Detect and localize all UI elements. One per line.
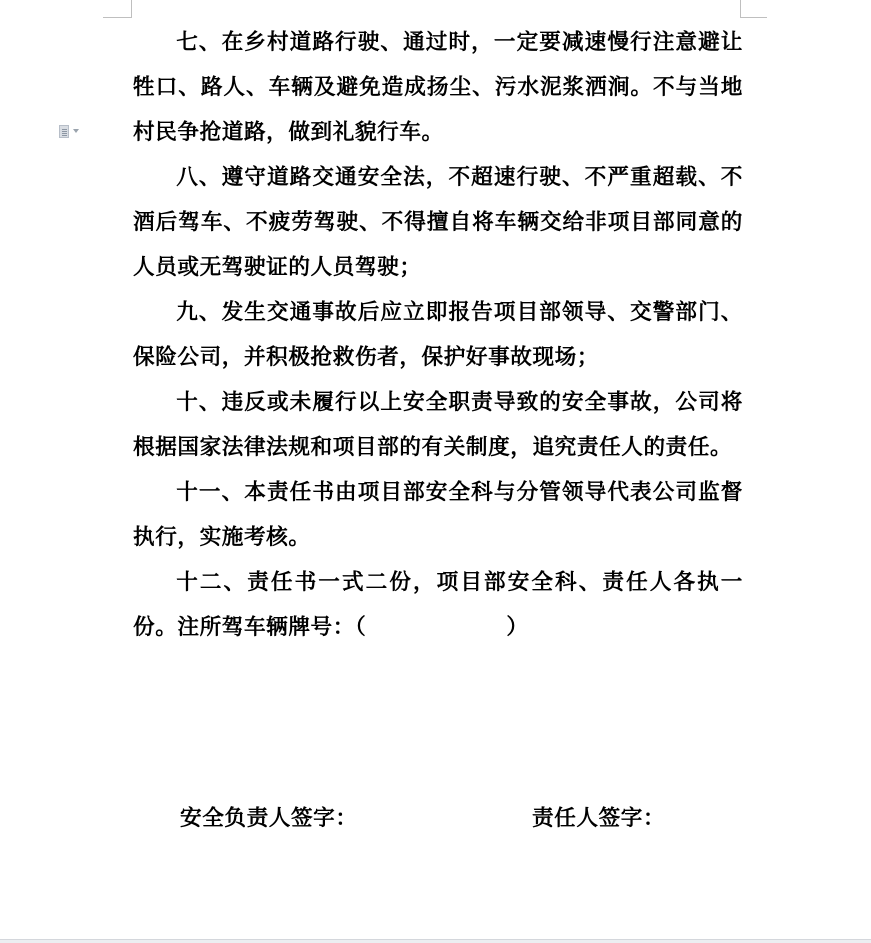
paragraph-11: 十一、本责任书由项目部安全科与分管领导代表公司监督执行，实施考核。 <box>133 480 743 550</box>
paragraph-10: 十、违反或未履行以上安全职责导致的安全事故，公司将根据国家法律法规和项目部的有关制度，追究责任人的责任。 <box>133 390 743 460</box>
document-body[interactable] <box>133 20 743 650</box>
paragraph-12-text: 十二、责任书一式二份，项目部安全科、责任人各执一份。注所驾车辆牌号：（ <box>133 570 743 640</box>
paragraph-12-close: ） <box>506 615 529 640</box>
crop-mark-top-right <box>740 0 767 18</box>
responsible-person-signature-label: 责任人签字： <box>532 806 666 831</box>
chevron-down-icon <box>73 129 79 133</box>
paragraph-8: 八、遵守道路交通安全法，不超速行驶、不严重超载、不酒后驾车、不疲劳驾驶、不得擅自将车辆交给非项目部同意的人员或无驾驶证的人员驾驶； <box>133 165 743 280</box>
crop-mark-top-left <box>103 0 132 18</box>
page-bottom-edge <box>0 939 871 943</box>
paragraph-7: 七、在乡村道路行驶、通过时，一定要减速慢行注意避让牲口、路人、车辆及避免造成扬尘、污水泥浆洒涧。不与当地村民争抢道路，做到礼貌行车。 <box>133 30 743 145</box>
paragraph-9: 九、发生交通事故后应立即报告项目部领导、交警部门、保险公司，并积极抢救伤者，保护好事故现场； <box>133 300 743 370</box>
safety-officer-signature-label: 安全负责人签字： <box>180 806 358 831</box>
paragraph-12 <box>133 560 743 650</box>
document-paragraph-icon <box>59 125 69 138</box>
paragraph-marker[interactable] <box>59 124 89 138</box>
